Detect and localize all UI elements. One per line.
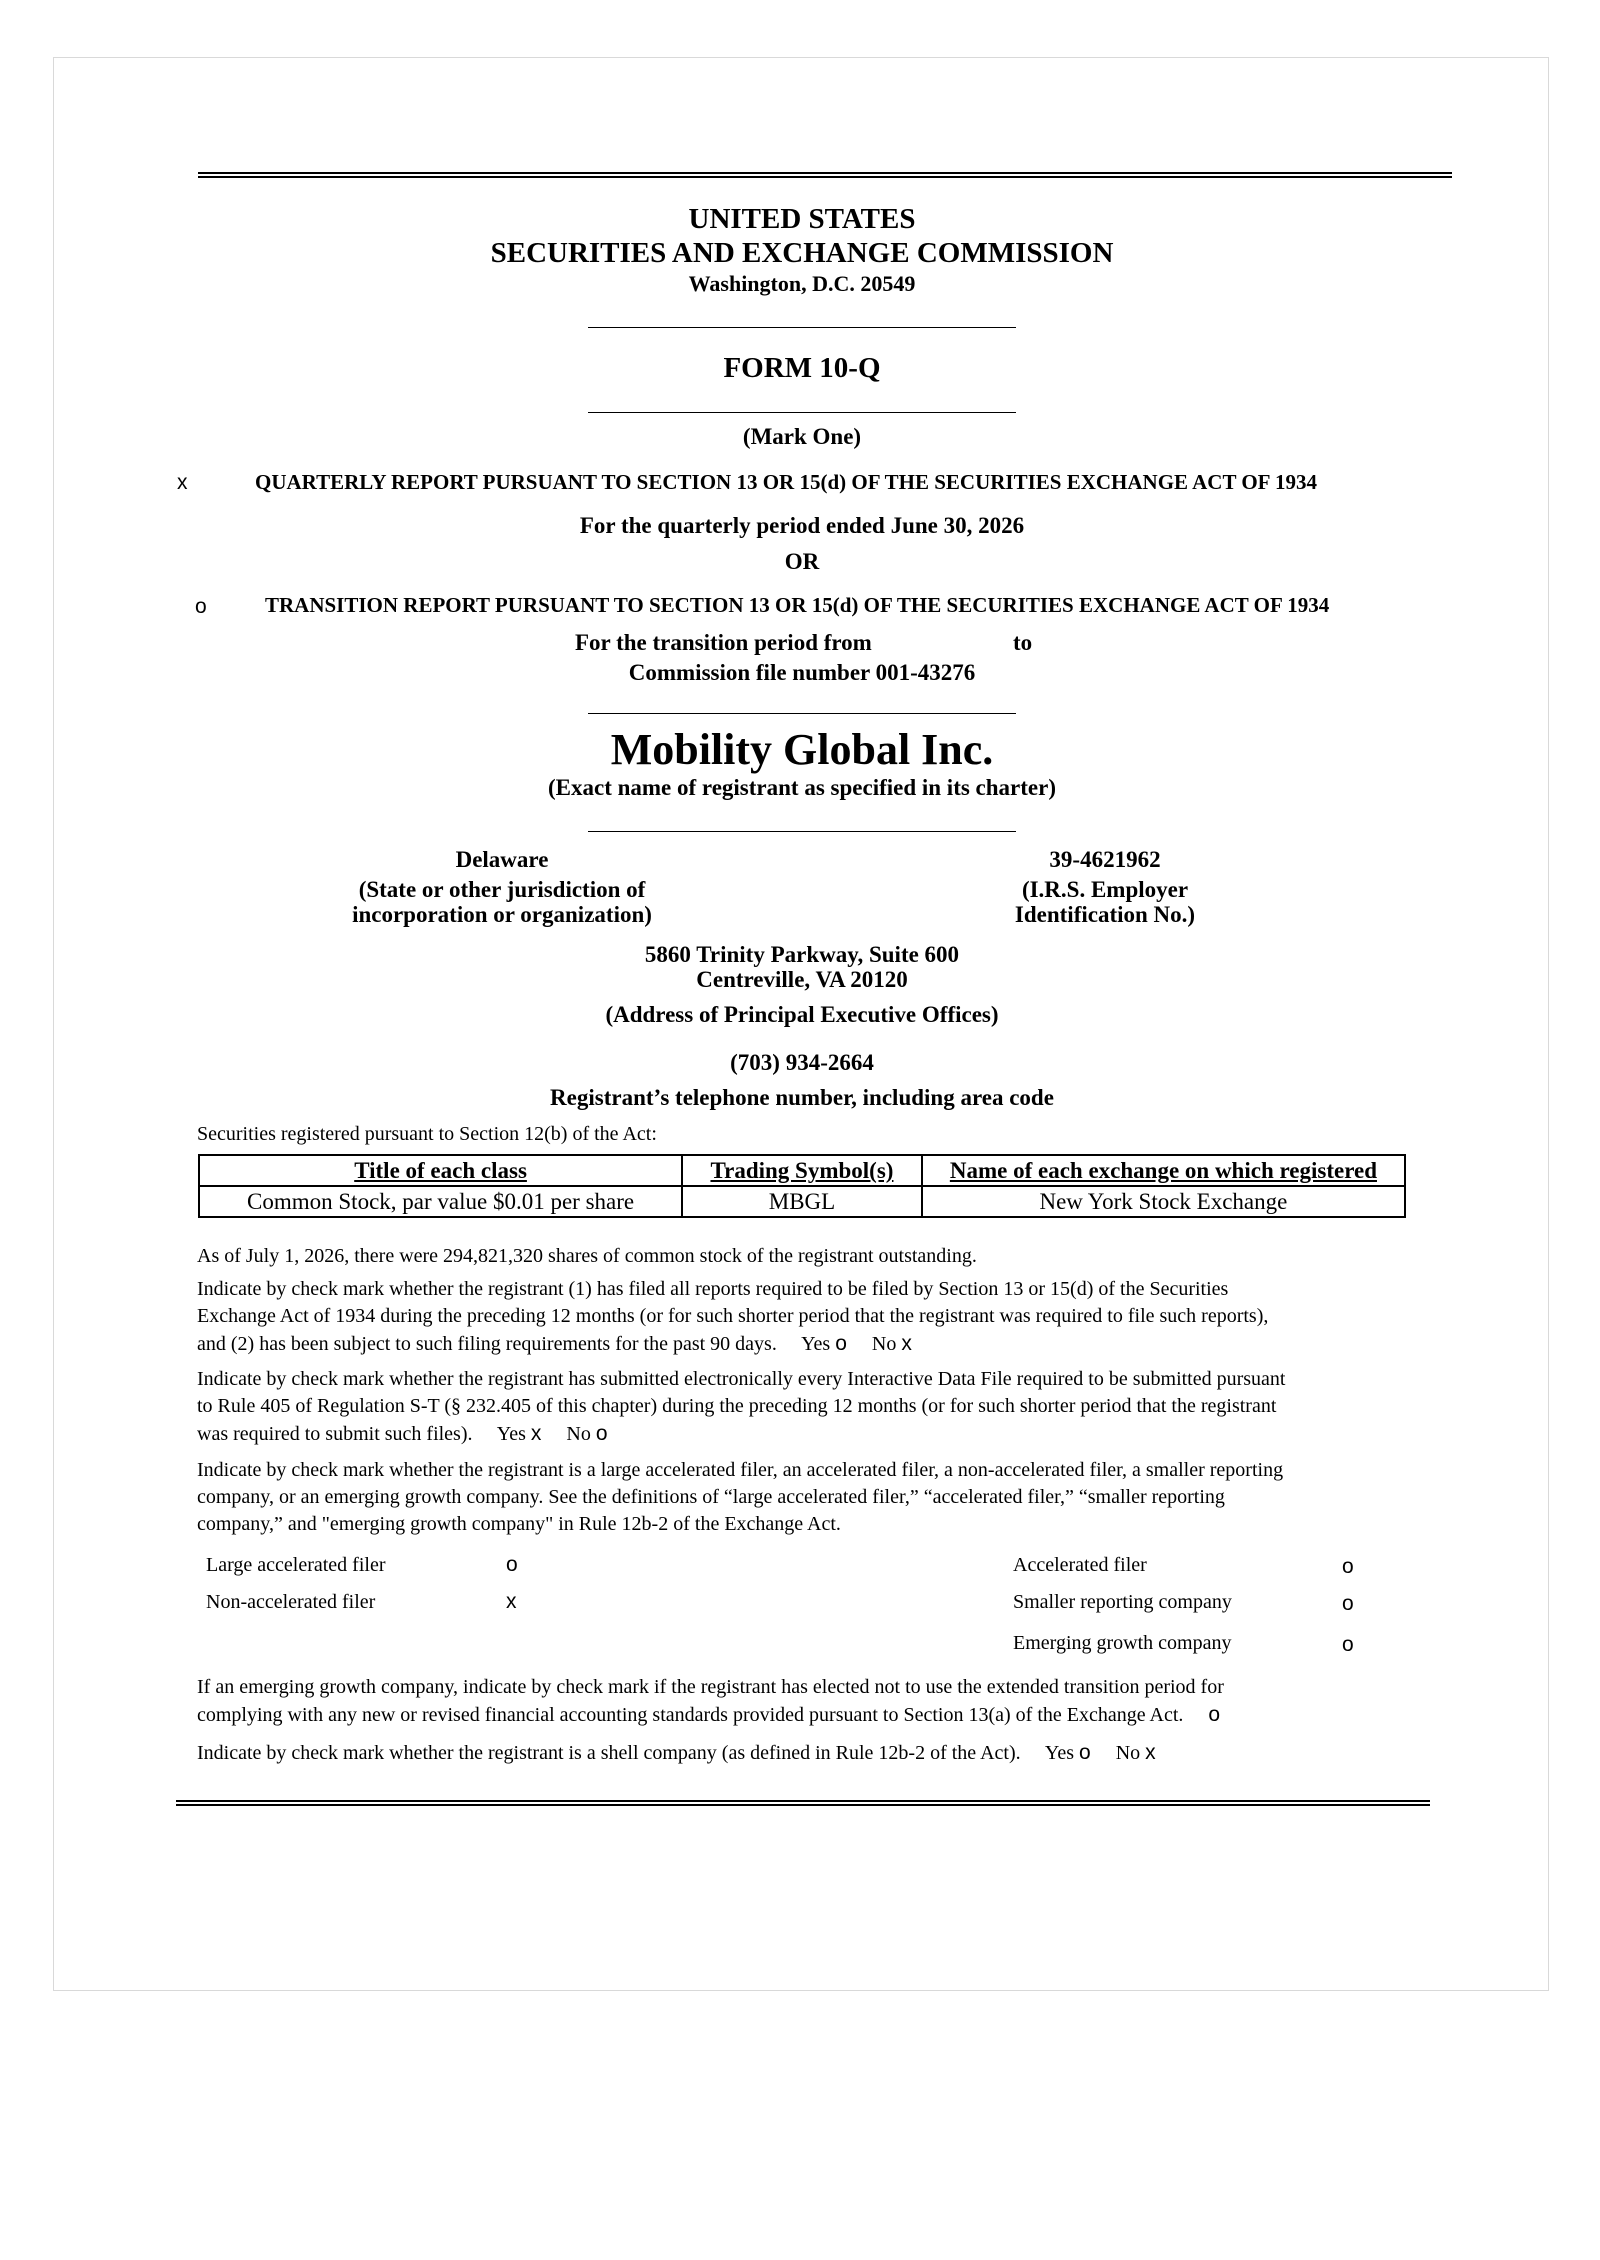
state-caption-line-2: incorporation or organization) bbox=[352, 902, 652, 927]
commission-file-number: Commission file number 001-43276 bbox=[628, 660, 976, 685]
address-line-1: 5860 Trinity Parkway, Suite 600 bbox=[644, 942, 960, 967]
quarterly-period-text: For the quarterly period ended June 30, 2026 bbox=[579, 513, 1025, 538]
non-accelerated-filer-mark[interactable]: x bbox=[506, 1590, 517, 1613]
registrant-name-caption: (Exact name of registrant as specified in its charter) bbox=[547, 775, 1057, 800]
smaller-reporting-company-label: Smaller reporting company bbox=[1013, 1591, 1232, 1613]
no-label: No bbox=[566, 1423, 591, 1445]
filing-statement-line-1: Indicate by check mark whether the registrant (1) has filed all reports required to be filed by Section 13 or 15(d) of the Securities bbox=[197, 1278, 1229, 1300]
address-caption: (Address of Principal Executive Offices) bbox=[605, 1002, 999, 1027]
yes-label: Yes bbox=[1044, 1742, 1074, 1764]
top-double-rule bbox=[198, 172, 1452, 174]
non-accelerated-filer-label: Non-accelerated filer bbox=[206, 1591, 376, 1613]
egc-statement-line-2 bbox=[197, 1701, 1220, 1729]
divider bbox=[588, 713, 1016, 714]
quarterly-report-label: QUARTERLY REPORT PURSUANT TO SECTION 13 OR 15(d) OF THE SECURITIES EXCHANGE ACT OF 1934 bbox=[255, 470, 1317, 494]
country-heading: UNITED STATES bbox=[688, 203, 916, 235]
state-caption-line-1: (State or other jurisdiction of bbox=[358, 877, 646, 902]
form-title: FORM 10-Q bbox=[723, 352, 881, 384]
transition-report-label: TRANSITION REPORT PURSUANT TO SECTION 13 OR 15(d) OF THE SECURITIES EXCHANGE ACT OF 1934 bbox=[265, 593, 1330, 617]
table-header: Title of each class bbox=[199, 1155, 682, 1186]
registrant-name: Mobility Global Inc. bbox=[610, 725, 994, 774]
interactive-yes-mark[interactable]: x bbox=[530, 1422, 542, 1445]
emerging-growth-company-mark[interactable]: o bbox=[1342, 1633, 1354, 1656]
table-header: Trading Symbol(s) bbox=[682, 1155, 922, 1186]
divider bbox=[588, 412, 1016, 413]
agency-heading: SECURITIES AND EXCHANGE COMMISSION bbox=[490, 237, 1114, 269]
filing-statement-text: and (2) has been subject to such filing requirements for the past 90 days. bbox=[197, 1333, 777, 1355]
divider bbox=[588, 327, 1016, 328]
bottom-double-rule bbox=[176, 1800, 1430, 1802]
location-text: Washington, D.C. 20549 bbox=[688, 271, 916, 296]
accelerated-filer-mark[interactable]: o bbox=[1342, 1555, 1354, 1578]
divider bbox=[588, 831, 1016, 832]
no-label: No bbox=[1115, 1742, 1141, 1764]
shell-yes-mark[interactable]: o bbox=[1079, 1741, 1091, 1764]
emerging-growth-company-label: Emerging growth company bbox=[1013, 1632, 1232, 1654]
table-row bbox=[199, 1186, 1405, 1217]
irs-employer-id: 39-4621962 bbox=[1049, 847, 1161, 872]
interactive-statement-line-3 bbox=[197, 1420, 608, 1448]
transition-period-from: For the transition period from bbox=[575, 630, 872, 655]
telephone-caption: Registrant’s telephone number, including area code bbox=[550, 1085, 1054, 1110]
yes-label: Yes bbox=[801, 1333, 831, 1355]
securities-intro: Securities registered pursuant to Section 12(b) of the Act: bbox=[197, 1123, 657, 1145]
egc-statement-text: complying with any new or revised financial accounting standards provided pursuant to Section 13(a) of the Exchange Act. bbox=[197, 1704, 1184, 1726]
table-cell-symbol: MBGL bbox=[682, 1186, 922, 1217]
quarterly-check-mark[interactable]: x bbox=[177, 471, 188, 494]
filer-statement-line-3: company,” and "emerging growth company" in Rule 12b-2 of the Exchange Act. bbox=[197, 1513, 841, 1535]
table-cell-class: Common Stock, par value $0.01 per share bbox=[199, 1186, 682, 1217]
interactive-statement-text: was required to submit such files). bbox=[197, 1423, 473, 1445]
interactive-statement-line-1: Indicate by check mark whether the registrant has submitted electronically every Interactive Data File required to be submitted pursuant bbox=[197, 1368, 1286, 1390]
shell-statement-text: Indicate by check mark whether the registrant is a shell company (as defined in Rule 12b-2 of the Act). bbox=[197, 1742, 1021, 1764]
interactive-statement-line-2: to Rule 405 of Regulation S-T (§ 232.405 of this chapter) during the preceding 12 months (or for such shorter period that the registrant bbox=[197, 1395, 1277, 1417]
shell-company-statement bbox=[197, 1739, 1156, 1767]
accelerated-filer-label: Accelerated filer bbox=[1013, 1554, 1147, 1576]
shares-outstanding: As of July 1, 2026, there were 294,821,320 shares of common stock of the registrant outstanding. bbox=[197, 1245, 977, 1267]
interactive-no-mark[interactable]: o bbox=[595, 1422, 608, 1445]
filing-statement-line-2: Exchange Act of 1934 during the preceding 12 months (or for such shorter period that the registrant was required to file such reports), bbox=[197, 1305, 1269, 1327]
filing-statement-line-3 bbox=[197, 1330, 912, 1358]
filing-yes-mark[interactable]: o bbox=[835, 1332, 847, 1355]
state-of-incorporation: Delaware bbox=[455, 847, 549, 872]
large-accelerated-filer-mark[interactable]: o bbox=[506, 1553, 518, 1576]
securities-table bbox=[198, 1154, 1406, 1218]
address-line-2: Centreville, VA 20120 bbox=[696, 967, 908, 992]
shell-no-mark[interactable]: x bbox=[1145, 1741, 1156, 1764]
ein-caption-line-2: Identification No.) bbox=[1014, 902, 1196, 927]
egc-statement-line-1: If an emerging growth company, indicate by check mark if the registrant has elected not to use the extended transition period for bbox=[197, 1676, 1224, 1698]
smaller-reporting-company-mark[interactable]: o bbox=[1342, 1592, 1354, 1615]
filer-statement-line-2: company, or an emerging growth company. See the definitions of “large accelerated filer,” “accelerated filer,” “smaller reporting bbox=[197, 1486, 1225, 1508]
ein-caption-line-1: (I.R.S. Employer bbox=[1021, 877, 1189, 902]
transition-check-mark[interactable]: o bbox=[195, 595, 207, 618]
or-text: OR bbox=[784, 549, 820, 574]
mark-one-text: (Mark One) bbox=[742, 424, 862, 449]
telephone-number: (703) 934-2664 bbox=[730, 1050, 874, 1075]
filing-no-mark[interactable]: x bbox=[901, 1332, 912, 1355]
yes-label: Yes bbox=[496, 1423, 526, 1445]
filer-statement-line-1: Indicate by check mark whether the registrant is a large accelerated filer, an accelerated filer, a non-accelerated filer, a smaller reporting bbox=[197, 1459, 1284, 1481]
table-header-row bbox=[199, 1155, 1405, 1186]
no-label: No bbox=[871, 1333, 897, 1355]
egc-transition-mark[interactable]: o bbox=[1208, 1703, 1221, 1726]
large-accelerated-filer-label: Large accelerated filer bbox=[206, 1554, 386, 1576]
table-header: Name of each exchange on which registered bbox=[922, 1155, 1405, 1186]
transition-period-to: to bbox=[1013, 630, 1033, 655]
table-cell-exchange: New York Stock Exchange bbox=[922, 1186, 1405, 1217]
